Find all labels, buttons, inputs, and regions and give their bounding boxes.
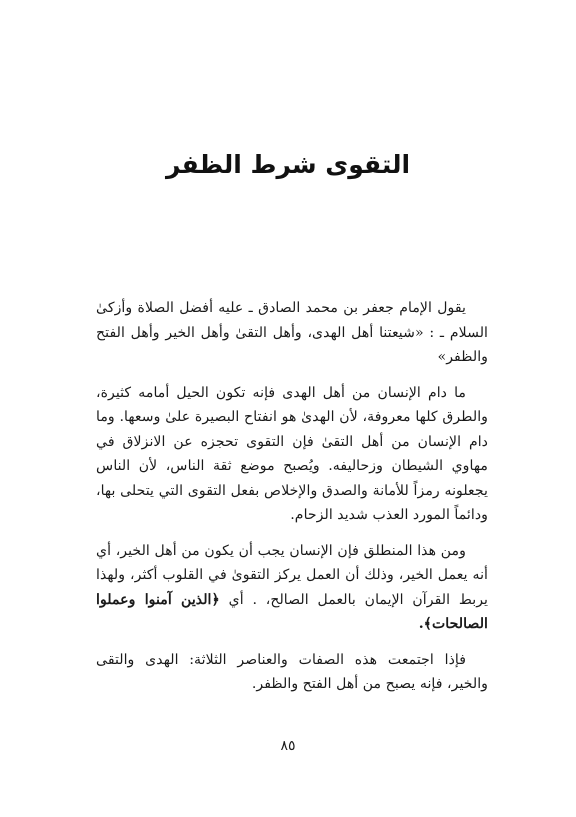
body-text xyxy=(96,296,488,708)
quran-quote: ﴿الذين آمنوا وعملوا الصالحات﴾. xyxy=(96,591,488,632)
paragraph-3-text: ومن هذا المنطلق فإن الإنسان يجب أن يكون من أهل الخير، أي أنه يعمل الخير، وذلك أن العمل يركز التقوىٰ في القلوب أكثر، ولهذا يربط القرآن الإيمان بالعمل الصالح، . أي xyxy=(96,542,489,608)
page-number: ٨٥ xyxy=(280,738,296,754)
paragraph-2: ما دام الإنسان من أهل الهدى فإنه تكون الحيل أمامه كثيرة، والطرق كلها معروفة، لأن الهدىٰ هو انفتاح البصيرة علىٰ وسعها. وما دام الإنسان من أهل التقىٰ فإن التقوى تحجزه عن الانزلاق في مهاوي الشيطان وزحاليفه. ويُصبح موضع ثقة الناس، لأن الناس يجعلونه رمزاً للأمانة والصدق والإخلاص بفعل التقوى التي يتحلى بها، ودائماً المورد العذب شديد الزحام. xyxy=(96,384,488,523)
paragraph-1: يقول الإمام جعفر بن محمد الصادق ـ عليه أفضل الصلاة وأزكىٰ السلام ـ : «شيعتنا أهل الهدى، وأهل التقىٰ وأهل الخير وأهل الفتح والظفر» xyxy=(96,300,488,365)
paragraph-3 xyxy=(96,539,488,637)
chapter-title: التقوى شرط الظفر xyxy=(165,150,411,179)
paragraph-4: فإذا اجتمعت هذه الصفات والعناصر الثلاثة: الهدى والتقى والخير، فإنه يصبح من أهل الفتح والظفر. xyxy=(96,651,488,692)
